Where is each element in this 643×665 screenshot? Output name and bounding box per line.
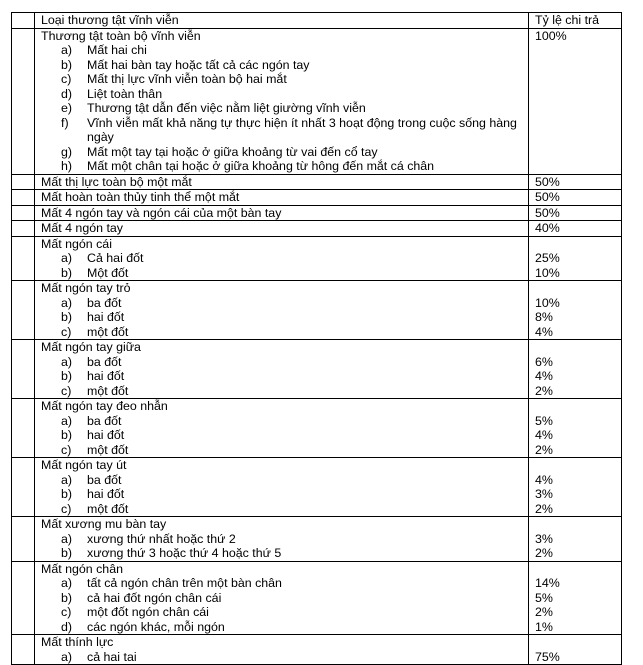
table-row [12,236,622,281]
list-item [41,502,528,517]
item-marker: d) [61,86,73,101]
row-title: Mất ngón tay đeo nhẫn [41,399,168,413]
rate-cell [529,190,622,206]
blank-cell [12,281,35,340]
item-rate: 5% [535,413,553,428]
item-rate: 2% [535,546,553,560]
item-rate: 4% [535,324,553,339]
list-item [41,310,528,325]
table-row [12,635,622,665]
item-text: ba đốt [87,472,122,487]
blank-cell [12,561,35,635]
list-item [41,58,528,73]
list-item [41,43,528,58]
blank-cell [12,517,35,562]
rate-cell [529,174,622,190]
rate-cell [529,399,622,458]
item-rate: 25% [535,251,560,265]
item-marker: b) [61,369,73,383]
item-text: một đốt [87,501,129,516]
item-text: một đốt ngón chân cái [87,605,209,619]
item-rate: 10% [535,265,560,280]
list-item [41,325,528,340]
item-marker: a) [61,649,73,664]
spacer-line [535,237,621,252]
injury-type-cell [35,561,529,635]
blank-cell [12,174,35,190]
item-text: một đốt [87,442,129,457]
spacer-line [535,517,621,532]
item-rate: 2% [535,501,553,516]
row-rate: 40% [535,221,560,235]
item-rate: 2% [535,442,553,457]
table-row [12,221,622,237]
item-text: Mất một tay tại hoặc ở giữa khoảng từ vai đến cổ tay [87,144,378,159]
table-row [12,205,622,221]
injury-type-cell [35,458,529,517]
table-row [12,399,622,458]
item-marker: h) [61,159,73,173]
item-rate: 3% [535,487,553,501]
blank-cell [12,28,35,174]
item-text: Liệt toàn thân [87,86,163,101]
item-marker: c) [61,605,72,619]
blank-cell [12,13,35,29]
item-text: tất cả ngón chân trên một bàn chân [87,576,282,590]
list-item [41,145,528,160]
item-text: cả hai đốt ngón chân cái [87,590,222,605]
item-text: hai đốt [87,428,125,442]
injury-type-cell [35,236,529,281]
list-item [41,251,528,266]
rate-cell [529,458,622,517]
item-rate: 2% [535,383,553,398]
spacer-line [535,340,621,355]
blank-cell [12,221,35,237]
injury-type-cell [35,399,529,458]
table-row [12,458,622,517]
item-text: hai đốt [87,369,125,383]
item-text: xương thứ 3 hoặc thứ 4 hoặc thứ 5 [87,546,282,560]
row-title: Mất 4 ngón tay [41,221,123,235]
table-row [12,281,622,340]
item-text: hai đốt [87,310,125,324]
item-text: một đốt [87,324,129,339]
item-text: ba đốt [87,413,122,428]
item-text: hai đốt [87,487,125,501]
rate-cell [529,236,622,281]
header-rate: Tỷ lệ chi trả [529,13,622,29]
row-rate: 50% [535,174,560,189]
rate-cell [529,281,622,340]
row-title: Mất ngón chân [41,561,123,576]
rate-cell [529,517,622,562]
item-marker: b) [61,487,73,501]
item-text: Vĩnh viễn mất khả năng tự thực hiện ít nhất 3 hoạt động trong cuộc sống hàng ngày [87,115,517,144]
injury-type-cell [35,517,529,562]
list-item [41,591,528,606]
item-marker: a) [61,413,73,428]
item-text: xương thứ nhất hoặc thứ 2 [87,531,236,546]
item-marker: c) [61,501,72,516]
item-marker: a) [61,472,73,487]
blank-cell [12,205,35,221]
row-title: Thương tật toàn bộ vĩnh viễn [41,28,201,43]
table-row [12,174,622,190]
item-rate: 4% [535,472,553,487]
list-item [41,116,528,145]
spacer-line [535,458,621,473]
injury-type-cell [35,190,529,206]
item-text: ba đốt [87,295,122,310]
row-title: Mất thị lực toàn bộ một mắt [41,174,192,189]
rate-cell [529,205,622,221]
item-text: Một đốt [87,265,129,280]
item-marker: c) [61,442,72,457]
item-marker: b) [61,428,73,442]
blank-cell [12,399,35,458]
item-rate: 5% [535,590,553,605]
list-item [41,576,528,591]
item-text: Mất hai chi [87,43,147,57]
list-item [41,101,528,116]
item-rate: 75% [535,649,560,664]
injury-type-cell [35,340,529,399]
list-item [41,650,528,665]
injury-type-cell [35,28,529,174]
rate-cell [529,340,622,399]
item-text: cả hai tai [87,649,137,664]
table-row [12,561,622,635]
rate-cell [529,221,622,237]
item-rate: 8% [535,310,553,324]
list-item [41,369,528,384]
item-marker: a) [61,295,73,310]
item-marker: d) [61,619,73,634]
item-rate: 4% [535,369,553,383]
injury-type-cell [35,635,529,665]
table-row [12,517,622,562]
item-rate: 6% [535,354,553,369]
item-text: ba đốt [87,354,122,369]
item-marker: b) [61,57,73,72]
injury-type-cell [35,221,529,237]
list-item [41,546,528,561]
table-header-row [12,13,622,29]
injury-type-cell [35,205,529,221]
rate-cell [529,561,622,635]
header-type: Loại thương tật vĩnh viễn [35,13,529,29]
item-marker: g) [61,144,73,159]
rate-cell [529,28,622,174]
table-row [12,340,622,399]
row-title: Mất ngón tay út [41,458,127,472]
item-text: Mất thị lực vĩnh viễn toàn bộ hai mắt [87,72,287,86]
row-title: Mất thính lực [41,635,114,649]
item-text: các ngón khác, mỗi ngón [87,619,225,634]
list-item [41,72,528,87]
item-marker: e) [61,101,73,115]
list-item [41,296,528,311]
row-rate: 50% [535,205,560,220]
item-marker: b) [61,265,73,280]
item-marker: c) [61,324,72,339]
injury-type-cell [35,281,529,340]
list-item [41,605,528,620]
item-marker: c) [61,383,72,398]
list-item [41,473,528,488]
row-rate: 50% [535,190,560,204]
item-marker: b) [61,310,73,324]
item-text: Mất hai bàn tay hoặc tất cả các ngón tay [87,57,310,72]
spacer-line [535,281,621,296]
list-item [41,159,528,174]
blank-cell [12,190,35,206]
list-item [41,266,528,281]
row-title: Mất xương mu bàn tay [41,517,167,531]
blank-cell [12,458,35,517]
item-rate: 2% [535,605,553,619]
list-item [41,443,528,458]
item-marker: f) [61,115,69,130]
item-text: Cả hai đốt [87,251,144,265]
blank-cell [12,340,35,399]
spacer-line [535,635,621,650]
list-item [41,384,528,399]
item-rate: 10% [535,295,560,310]
rate-cell [529,635,622,665]
list-item [41,414,528,429]
list-item [41,428,528,443]
table-row [12,28,622,174]
item-text: một đốt [87,383,129,398]
row-title: Mất hoàn toàn thủy tinh thể một mắt [41,190,240,204]
list-item [41,355,528,370]
item-text: Mất một chân tại hoặc ở giữa khoảng từ hông đến mắt cá chân [87,159,435,173]
table-row [12,190,622,206]
row-title: Mất ngón tay trỏ [41,281,131,295]
row-title: Mất ngón tay giữa [41,340,141,354]
spacer-line [535,562,621,577]
injury-type-cell [35,174,529,190]
item-marker: a) [61,576,73,590]
item-marker: b) [61,590,73,605]
item-rate: 14% [535,576,560,590]
disability-benefit-table [11,12,622,665]
row-rate: 100% [535,28,567,43]
item-text: Thương tật dẫn đến việc nằm liệt giường vĩnh viễn [87,101,366,115]
blank-cell [12,635,35,665]
item-rate: 4% [535,428,553,442]
list-item [41,532,528,547]
item-rate: 1% [535,619,553,634]
list-item [41,87,528,102]
blank-cell [12,236,35,281]
item-marker: b) [61,546,73,560]
item-rate: 3% [535,531,553,546]
list-item [41,487,528,502]
item-marker: a) [61,43,73,57]
item-marker: c) [61,72,72,86]
list-item [41,620,528,635]
item-marker: a) [61,354,73,369]
item-marker: a) [61,251,73,265]
item-marker: a) [61,531,73,546]
row-title: Mất 4 ngón tay và ngón cái của một bàn tay [41,205,282,220]
row-title: Mất ngón cái [41,236,112,251]
spacer-line [535,399,621,414]
